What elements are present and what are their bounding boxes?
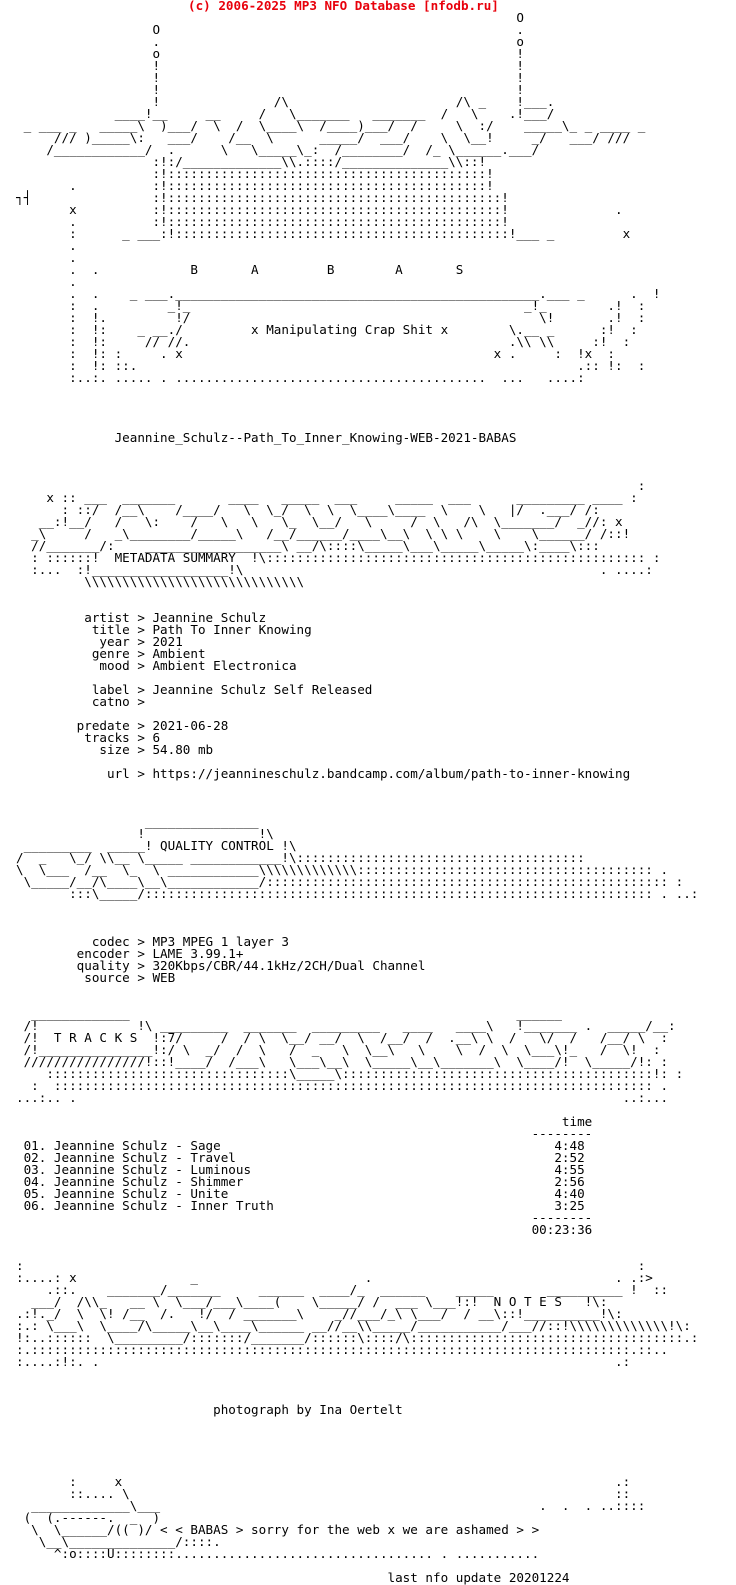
nfo-line: : ::::::::::::::::::::::::::::::::::::::::::::::::::::::::::::::::::::::::::::::: . (16, 1078, 669, 1093)
nfo-line: _ ___ _ _____\ )___/ \ / \____\ /____)___/ / \ :/ _____\_ _ ____ _ (16, 118, 646, 133)
nfo-line: x :!::::::::::::::::::::::::::::::::::::::::::::! . (16, 202, 623, 217)
nfo-line: O (16, 10, 524, 25)
nfo-line: _\ / _\________/_____\ /__/______/____\__\ \ \ \ \ \______/ /::! (16, 526, 631, 541)
nfo-line (16, 384, 736, 396)
nfo-line: /! !\ _________ _______ _________ ____ ____\ !_______ . _____/__: (16, 1018, 676, 1033)
nfo-line: :... :!__________________!\ . ....: (16, 562, 653, 577)
nfo-line: size > 54.80 mb (16, 742, 214, 757)
nfo-line: ___/ /\\_ __ \ \___/___\____( \_____/ / ___ \___!:! N O T E S !\: (16, 1294, 608, 1309)
nfo-line: label > Jeannine Schulz Self Released (16, 682, 373, 697)
nfo-line (16, 792, 736, 804)
nfo-line: catno > (16, 694, 145, 709)
nfo-line: :!::::::::::::::::::::::::::::::::::::::::::! (16, 166, 494, 181)
nfo-line: : !: ::. .:: !: : (16, 358, 646, 373)
nfo-line: 01. Jeannine Schulz - Sage 4:48 (16, 1138, 585, 1153)
nfo-line: _________ _____! QUALITY CONTROL !\ (16, 838, 297, 853)
nfo-line (16, 588, 736, 600)
nfo-line: last nfo update 20201224 (16, 1570, 570, 1585)
nfo-line: ! ! (16, 70, 524, 85)
nfo-line: genre > Ambient (16, 646, 206, 661)
nfo-line (16, 456, 736, 468)
nfo-line (16, 1236, 736, 1248)
nfo-line: :::\_____/::::::::::::::::::::::::::::::::::::::::::::::::::::::::::::::::::: . ..: (16, 886, 699, 901)
nfo-line: : _ ___:!::::::::::::::::::::::::::::::::::::::::::::!___ _ x (16, 226, 631, 241)
nfo-line: ^:o::::U::::::::.................................. . ........... (16, 1546, 540, 1561)
nfo-line (16, 1560, 736, 1572)
nfo-line: \ \______/(( )/ < < BABAS > sorry for the web x we are ashamed > > (16, 1522, 540, 1537)
nfo-line: ( (.------. _ ) (16, 1510, 161, 1525)
nfo-line: : !: // //. .\\ \\ :! : (16, 334, 631, 349)
nfo-line: :....:!:. . .: (16, 1354, 631, 1369)
nfo-line: Jeannine_Schulz--Path_To_Inner_Knowing-WEB-2021-BABAS (16, 430, 517, 445)
nfo-line: . (16, 238, 77, 253)
nfo-line: : : (16, 1258, 646, 1273)
nfo-line: : !: _ __./ x Manipulating Crap Shit x \.__ _ :! : (16, 322, 638, 337)
nfo-line: o ! (16, 46, 524, 61)
nfo-line: ::.... \ :: (16, 1486, 631, 1501)
nfo-line (16, 900, 736, 912)
nfo-line: /!_______________!:/ \ _/ / \ / _ \ \__\ \ \ / \ \___\!_ / \! : (16, 1042, 661, 1057)
nfo-line: / _ \_/ \\__ \_____ ____________!\:::::::::::::::::::::::::::::::::::::: (16, 850, 585, 865)
nfo-line: .:!._/ \ \! /__ /. !/ / _______\ _//___/_\ \___/ / __\::!__________!\: (16, 1306, 623, 1321)
nfo-line: -------- (16, 1126, 593, 1141)
nfo-line: x :: ___ _______ ____ _____ ___ _____ ___ _________ ____ : (16, 490, 638, 505)
nfo-line: ! ! (16, 82, 524, 97)
nfo-line: : (16, 478, 646, 493)
nfo-line: ! ! (16, 58, 524, 73)
nfo-line: \_____/__/\____\__\____________/::::::::::::::::::::::::::::::::::::::::::::::::::::: : (16, 874, 684, 889)
nfo-line: _______________ (16, 814, 259, 829)
nfo-line (16, 1368, 736, 1380)
nfo-line: -------- (16, 1210, 593, 1225)
nfo-line: source > WEB (16, 970, 176, 985)
nfo-line: codec > MP3 MPEG 1 layer 3 (16, 934, 289, 949)
nfo-line: url > https://jeannineschulz.bandcamp.com/album/path-to-inner-knowing (16, 766, 631, 781)
nfo-line (16, 912, 736, 924)
nfo-line: _____________ ______ (16, 1006, 562, 1021)
nfo-line (16, 1440, 736, 1452)
nfo-line: : !. !/ \! .! : (16, 310, 646, 325)
nfo-line: time (16, 1114, 593, 1129)
copyright-credit-text: (c) 2006-2025 MP3 NFO Database [nfodb.ru] (188, 0, 499, 13)
nfo-line: . (16, 250, 77, 265)
nfo-line: ::::::::::::::::::::::::::::::::\_____\:::::::::::::::::::::::::::::::::::::::::!: : (16, 1066, 684, 1081)
nfo-line: 03. Jeannine Schulz - Luminous 4:55 (16, 1162, 585, 1177)
nfo-line: title > Path To Inner Knowing (16, 622, 312, 637)
nfo-line: !:..:::::: \_________/:::::::/_______/::::::\::::/\::::::::::::::::::::::::::::::::::::.: (16, 1330, 699, 1345)
nfo-line: ! !\ (16, 826, 274, 841)
nfo-line: ! /\ /\ _ !___. (16, 94, 555, 109)
nfo-line: artist > Jeannine Schulz (16, 610, 267, 625)
nfo-line: year > 2021 (16, 634, 183, 649)
nfo-line: quality > 320Kbps/CBR/44.1kHz/2CH/Dual Channel (16, 958, 426, 973)
nfo-line: :.: \___\ \____/\_____\__\____\______ __//__\\_____/___________/___//::!\\\\\\\\\\\\\!\: (16, 1318, 691, 1333)
nfo-line (16, 408, 736, 420)
nfo-line: . :!::::::::::::::::::::::::::::::::::::::::::! (16, 178, 494, 193)
nfo-line: ...:.. . ..:... (16, 1090, 669, 1105)
nfo-line: . . B A B A S (16, 262, 464, 277)
nfo-line: ////////////////!::!____/ /___\ \___\__\ \_____\__\_______\ \____/! \_____/!: : (16, 1054, 669, 1069)
nfo-line (16, 1452, 736, 1464)
nfo-line: __:!__/ / \: / \ \ \_ \__/ \ / \ /\ \_______/ _//: x (16, 514, 623, 529)
nfo-line: \ \___ /__ \_ \ ____________\\\\\\\\\\\\\::::::::::::::::::::::::::::::::::::::: . (16, 862, 669, 877)
nfo-line: . . _ ___.________________________________________________.___ _ . ! (16, 286, 661, 301)
nfo-line: _____________\___ . . . ..:::: (16, 1498, 646, 1513)
nfo-line: \__\______________/::::. (16, 1534, 221, 1549)
nfo-line (16, 444, 736, 456)
nfo-line: : . _!_ _!_ .! : (16, 298, 646, 313)
nfo-line (16, 1416, 736, 1428)
nfo-line: : ::/ /__\ /____/ \ \_/ \ \ \____\____ \ \ |/ .___/ /: (16, 502, 600, 517)
nfo-line: 06. Jeannine Schulz - Inner Truth 3:25 (16, 1198, 585, 1213)
nfo-line (16, 984, 736, 996)
nfo-line: : x .: (16, 1474, 631, 1489)
nfo-line: ┐┤ :!::::::::::::::::::::::::::::::::::::::::::::! (16, 190, 509, 205)
nfo-line: tracks > 6 (16, 730, 161, 745)
nfo-line: :.:::::::::::::::::::::::::::::::::::::::::::::::::::::::::::::::::::::::::::::::.::.. (16, 1342, 669, 1357)
nfo-line: /____________/ . \ \_____\_: /________/ /_ \______.___/ (16, 142, 540, 157)
nfo-line (16, 396, 736, 408)
nfo-line: 00:23:36 (16, 1222, 593, 1237)
nfo-line (16, 1380, 736, 1392)
nfo-line: //_______/: __________________\ __/\::::\_____\___\_____\_____\:____\::: (16, 538, 600, 553)
nfo-line: 02. Jeannine Schulz - Travel 2:52 (16, 1150, 585, 1165)
nfo-line: ____!__ __ / \_______ _______ / \ .!___/ (16, 106, 555, 121)
nfo-line (16, 1428, 736, 1440)
nfo-line: mood > Ambient Electronica (16, 658, 297, 673)
nfo-line: . o (16, 34, 524, 49)
nfo-line: 05. Jeannine Schulz - Unite 4:40 (16, 1186, 585, 1201)
nfo-line: encoder > LAME 3.99.1+ (16, 946, 244, 961)
nfo-line: \\\\\\\\\\\\\\\\\\\\\\\\\\\\\ (16, 574, 305, 589)
nfo-line (16, 780, 736, 792)
nfo-line: 04. Jeannine Schulz - Shimmer 2:56 (16, 1174, 585, 1189)
nfo-line: :..:. ..... . ......................................... ... ....: (16, 370, 585, 385)
nfo-line: :!:/_____________\\.::::/______________\\::! (16, 154, 487, 169)
nfo-line: :....: x _ . . .:> (16, 1270, 653, 1285)
nfo-line: . (16, 274, 77, 289)
nfo-line: .::. _______/_______ ______ ____/_ ______ _____ __________ ! :: (16, 1282, 669, 1297)
nfo-line: /// )_____\: ___/ /__ \ _____/ ___/ \ \__! _/ ___/ /// (16, 130, 631, 145)
nfo-line: : ::::::! METADATA SUMMARY !\:::::::::::::::::::::::::::::::::::::::::::::::::: : (16, 550, 661, 565)
nfo-line: . :!::::::::::::::::::::::::::::::::::::::::::::! (16, 214, 509, 229)
nfo-line: photograph by Ina Oertelt (16, 1402, 403, 1417)
nfo-line: : !: : . x x . : !x : (16, 346, 615, 361)
nfo-line: O . (16, 22, 524, 37)
nfo-line: /! T R A C K S !:7/ / / \ \__/ __/ \ /__/ / .__\ \ / \/ / /__/ \ : (16, 1030, 669, 1045)
nfo-line: predate > 2021-06-28 (16, 718, 229, 733)
